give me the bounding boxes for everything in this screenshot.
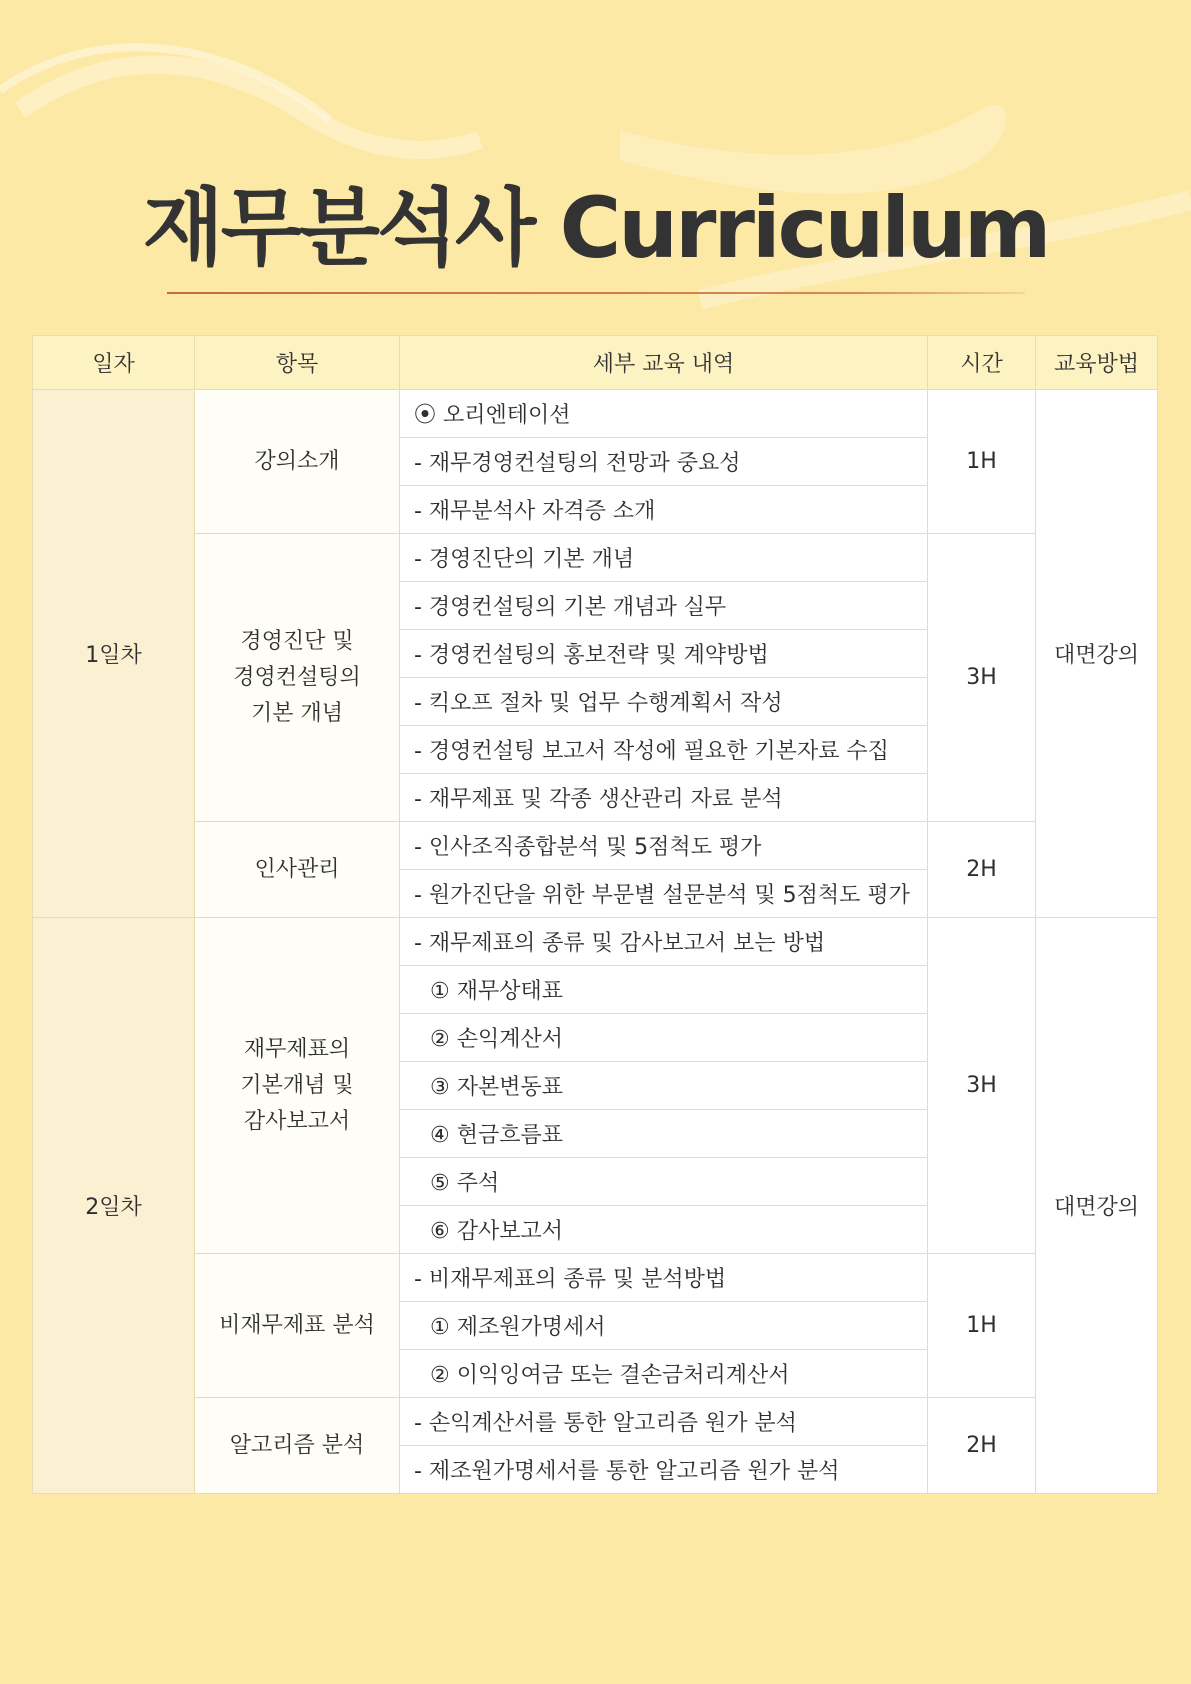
curriculum-table [32, 335, 1158, 1494]
detail-item: ⑥ 감사보고서 [400, 1206, 928, 1254]
hours-cell: 3H [928, 534, 1036, 822]
header-hours: 시간 [928, 336, 1036, 390]
detail-item: - 비재무제표의 종류 및 분석방법 [400, 1254, 928, 1302]
hours-cell: 1H [928, 390, 1036, 534]
page-title: 재무분석사 Curriculum [142, 179, 1049, 277]
header-details: 세부 교육 내역 [400, 336, 928, 390]
header-row [33, 336, 1158, 390]
topic-line: 기본 개념 [250, 700, 343, 726]
detail-item: ② 손익계산서 [400, 1014, 928, 1062]
method-cell: 대면강의 [1036, 918, 1158, 1494]
detail-item: - 인사조직종합분석 및 5점척도 평가 [400, 822, 928, 870]
table-row [33, 1254, 1158, 1302]
detail-item: ① 제조원가명세서 [400, 1302, 928, 1350]
detail-item: ⑤ 주석 [400, 1158, 928, 1206]
detail-item: - 손익계산서를 통한 알고리즘 원가 분석 [400, 1398, 928, 1446]
topic-cell [195, 534, 400, 822]
header-method: 교육방법 [1036, 336, 1158, 390]
topic-line: 기본개념 및 [240, 1072, 354, 1098]
detail-item: - 킥오프 절차 및 업무 수행계획서 작성 [400, 678, 928, 726]
title-underline [167, 292, 1025, 294]
topic-cell [195, 1254, 400, 1398]
detail-item: - 재무제표의 종류 및 감사보고서 보는 방법 [400, 918, 928, 966]
day-label: 1일차 [33, 390, 195, 918]
detail-item: - 경영컨설팅의 기본 개념과 실무 [400, 582, 928, 630]
table-row [33, 918, 1158, 966]
table-row [33, 534, 1158, 582]
topic-cell [195, 390, 400, 534]
hours-cell: 3H [928, 918, 1036, 1254]
detail-item: - 경영컨설팅의 홍보전략 및 계약방법 [400, 630, 928, 678]
detail-item: - 재무경영컨설팅의 전망과 중요성 [400, 438, 928, 486]
detail-item: - 재무제표 및 각종 생산관리 자료 분석 [400, 774, 928, 822]
header-day: 일자 [33, 336, 195, 390]
detail-item: - 원가진단을 위한 부문별 설문분석 및 5점척도 평가 [400, 870, 928, 918]
hours-cell: 2H [928, 1398, 1036, 1494]
detail-item: ③ 자본변동표 [400, 1062, 928, 1110]
topic-line: 알고리즘 분석 [229, 1432, 365, 1458]
topic-line: 비재무제표 분석 [219, 1312, 375, 1338]
table-row [33, 390, 1158, 438]
detail-item: - 재무분석사 자격증 소개 [400, 486, 928, 534]
detail-item: - 경영컨설팅 보고서 작성에 필요한 기본자료 수집 [400, 726, 928, 774]
method-cell: 대면강의 [1036, 390, 1158, 918]
header-topic: 항목 [195, 336, 400, 390]
topic-line: 경영컨설팅의 [233, 664, 361, 690]
topic-line: 인사관리 [254, 856, 340, 882]
detail-item: ① 재무상태표 [400, 966, 928, 1014]
day-label: 2일차 [33, 918, 195, 1494]
detail-item: ② 이익잉여금 또는 결손금처리계산서 [400, 1350, 928, 1398]
topic-line: 재무제표의 [243, 1036, 351, 1062]
topic-line: 감사보고서 [243, 1108, 351, 1134]
hours-cell: 2H [928, 822, 1036, 918]
hours-cell: 1H [928, 1254, 1036, 1398]
table-row [33, 1398, 1158, 1446]
detail-item: ⦿ 오리엔테이션 [400, 390, 928, 438]
detail-item: - 경영진단의 기본 개념 [400, 534, 928, 582]
detail-item: ④ 현금흐름표 [400, 1110, 928, 1158]
background-swoosh [0, 0, 1191, 340]
topic-cell [195, 1398, 400, 1494]
topic-line: 경영진단 및 [240, 628, 354, 654]
topic-line: 강의소개 [254, 448, 340, 474]
table-row [33, 822, 1158, 870]
topic-cell [195, 918, 400, 1254]
detail-item: - 제조원가명세서를 통한 알고리즘 원가 분석 [400, 1446, 928, 1494]
topic-cell [195, 822, 400, 918]
